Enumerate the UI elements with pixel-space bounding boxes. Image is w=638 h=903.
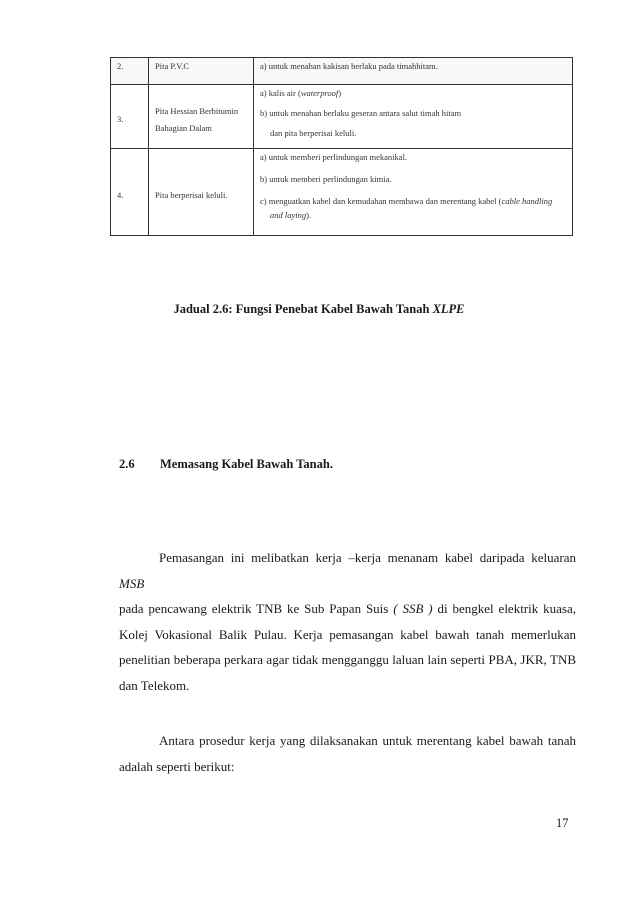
function-cell xyxy=(254,149,573,236)
component-name-cell xyxy=(149,149,254,236)
component-name-cell xyxy=(149,58,254,85)
function-item: c) menguatkan kabel dan kemudahan membawa dan merentang kabel (cable handling xyxy=(260,196,553,207)
paragraph-line: Antara prosedur kerja yang dilaksanakan untuk merentang kabel bawah tanah xyxy=(159,733,576,748)
function-item: a) kalis air (waterproof) xyxy=(260,88,342,98)
paragraph-line: adalah seperti berikut: xyxy=(119,758,235,774)
function-item: a) untuk memberi perlindungan mekanikal. xyxy=(260,152,408,162)
paragraph-line: Kolej Vokasional Balik Pulau. Kerja pemasangan kabel bawah tanah memerlukan xyxy=(119,626,576,642)
body-paragraph xyxy=(119,728,576,779)
section-number: 2.6 xyxy=(119,457,135,471)
table-row xyxy=(111,149,573,236)
row-number-cell xyxy=(111,58,149,85)
function-cell xyxy=(254,58,573,85)
table-row xyxy=(111,58,573,85)
component-name: Pita berperisai keluli. xyxy=(155,189,228,200)
row-number: 2. xyxy=(117,61,124,71)
function-cell xyxy=(254,85,573,149)
paragraph-line: dan Telekom. xyxy=(119,677,190,693)
function-item: b) untuk memberi perlindungan kimia. xyxy=(260,174,392,185)
function-item: b) untuk menahan berlaku geseran antara salut timah hitam xyxy=(260,108,462,119)
component-name-cell xyxy=(149,85,254,149)
paragraph-line: pada pencawang elektrik TNB ke Sub Papan Suis ( SSB ) di bengkel elektrik kuasa, xyxy=(119,601,576,616)
section-title: Memasang Kabel Bawah Tanah. xyxy=(160,457,333,471)
component-name: Pita Hessian Berbitumin xyxy=(155,106,239,117)
row-number-cell xyxy=(111,85,149,149)
function-item: a) untuk menahan kakisan berlaku pada timahhitam. xyxy=(260,61,438,71)
body-paragraph xyxy=(119,545,576,698)
component-name: Pita P.V.C xyxy=(155,61,190,71)
paragraph-line: Pemasangan ini melibatkan kerja –kerja menanam kabel daripada keluaran MSB xyxy=(119,550,576,591)
cable-function-table xyxy=(110,57,573,236)
row-number: 4. xyxy=(117,189,124,200)
table-row xyxy=(111,85,573,149)
page-number: 17 xyxy=(556,816,569,830)
row-number: 3. xyxy=(117,114,124,125)
function-item: and laying). xyxy=(270,209,312,220)
paragraph-line: penelitian beberapa perkara agar tidak mengganggu laluan lain seperti PBA, JKR, TNB xyxy=(119,652,576,667)
row-number-cell xyxy=(111,149,149,236)
table-caption: Jadual 2.6: Fungsi Penebat Kabel Bawah Tanah XLPE xyxy=(173,302,465,316)
function-item: dan pita berperisai keluli. xyxy=(270,128,357,139)
component-name: Bahagian Dalam xyxy=(155,122,212,133)
